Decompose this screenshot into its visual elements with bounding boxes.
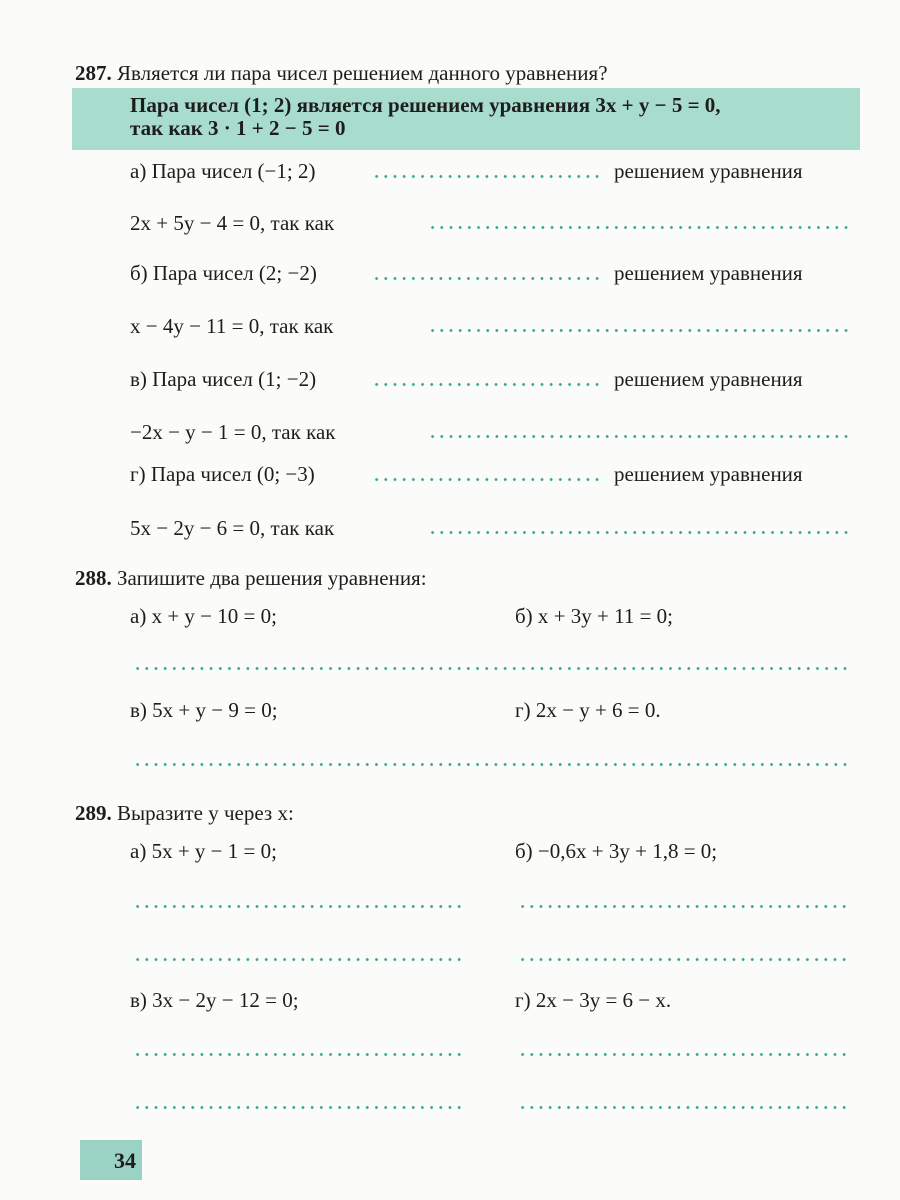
p288-row1-blank[interactable] (133, 667, 849, 670)
p289-c-blank-1[interactable] (133, 1053, 463, 1056)
p287-item-c-blank[interactable] (372, 383, 604, 386)
problem-288-header (75, 565, 427, 591)
problem-288-number: 288. (75, 566, 112, 590)
p287-item-b-blank[interactable] (372, 277, 604, 280)
p289-d-blank-2[interactable] (518, 1106, 848, 1109)
p288-item-a: а) x + y − 10 = 0; (130, 604, 277, 628)
p287-item-c-label: в) Пара чисел (1; −2) (130, 367, 317, 391)
p287-item-c-equation: −2x − y − 1 = 0, так как (130, 420, 336, 444)
p288-item-d: г) 2x − y + 6 = 0. (515, 698, 661, 722)
p287-item-a-blank[interactable] (372, 175, 604, 178)
p287-item-a-label: а) Пара чисел (−1; 2) (130, 159, 316, 183)
p287-item-d-suffix: решением уравнения (614, 462, 803, 486)
p287-item-a-reason-blank[interactable] (428, 226, 848, 229)
problem-287-header (75, 60, 608, 86)
example-line-2: так как 3 · 1 + 2 − 5 = 0 (130, 116, 346, 140)
p289-item-a: а) 5x + y − 1 = 0; (130, 839, 277, 863)
p287-item-b-equation: x − 4y − 11 = 0, так как (130, 314, 334, 338)
problem-287-question: Является ли пара чисел решением данного уравнения? (117, 61, 608, 85)
problem-287-number: 287. (75, 61, 112, 85)
problem-289-question: Выразите y через x: (117, 801, 294, 825)
p288-item-b: б) x + 3y + 11 = 0; (515, 604, 674, 628)
p289-item-d: г) 2x − 3y = 6 − x. (515, 988, 672, 1012)
problem-288-question: Запишите два решения уравнения: (117, 566, 427, 590)
p289-item-b: б) −0,6x + 3y + 1,8 = 0; (515, 839, 718, 863)
p287-item-b-suffix: решением уравнения (614, 261, 803, 285)
p289-item-c: в) 3x − 2y − 12 = 0; (130, 988, 299, 1012)
p288-item-c: в) 5x + y − 9 = 0; (130, 698, 278, 722)
p289-b-blank-1[interactable] (518, 905, 848, 908)
p287-item-b-label: б) Пара чисел (2; −2) (130, 261, 317, 285)
p287-item-d-label: г) Пара чисел (0; −3) (130, 462, 315, 486)
problem-289-header (75, 800, 294, 826)
p289-c-blank-2[interactable] (133, 1106, 463, 1109)
example-line-1: Пара чисел (1; 2) является решением уравнения 3x + y − 5 = 0, (130, 93, 721, 117)
p287-item-a-equation: 2x + 5y − 4 = 0, так как (130, 211, 335, 235)
p289-b-blank-2[interactable] (518, 958, 848, 961)
p287-item-d-reason-blank[interactable] (428, 531, 848, 534)
p289-a-blank-1[interactable] (133, 905, 463, 908)
p288-row2-blank[interactable] (133, 763, 849, 766)
p287-item-a-suffix: решением уравнения (614, 159, 803, 183)
page-number: 34 (114, 1148, 136, 1173)
p287-item-d-blank[interactable] (372, 478, 604, 481)
p289-d-blank-1[interactable] (518, 1053, 848, 1056)
p287-item-c-suffix: решением уравнения (614, 367, 803, 391)
p289-a-blank-2[interactable] (133, 958, 463, 961)
p287-item-d-equation: 5x − 2y − 6 = 0, так как (130, 516, 335, 540)
p287-item-c-reason-blank[interactable] (428, 435, 848, 438)
problem-289-number: 289. (75, 801, 112, 825)
p287-item-b-reason-blank[interactable] (428, 329, 848, 332)
